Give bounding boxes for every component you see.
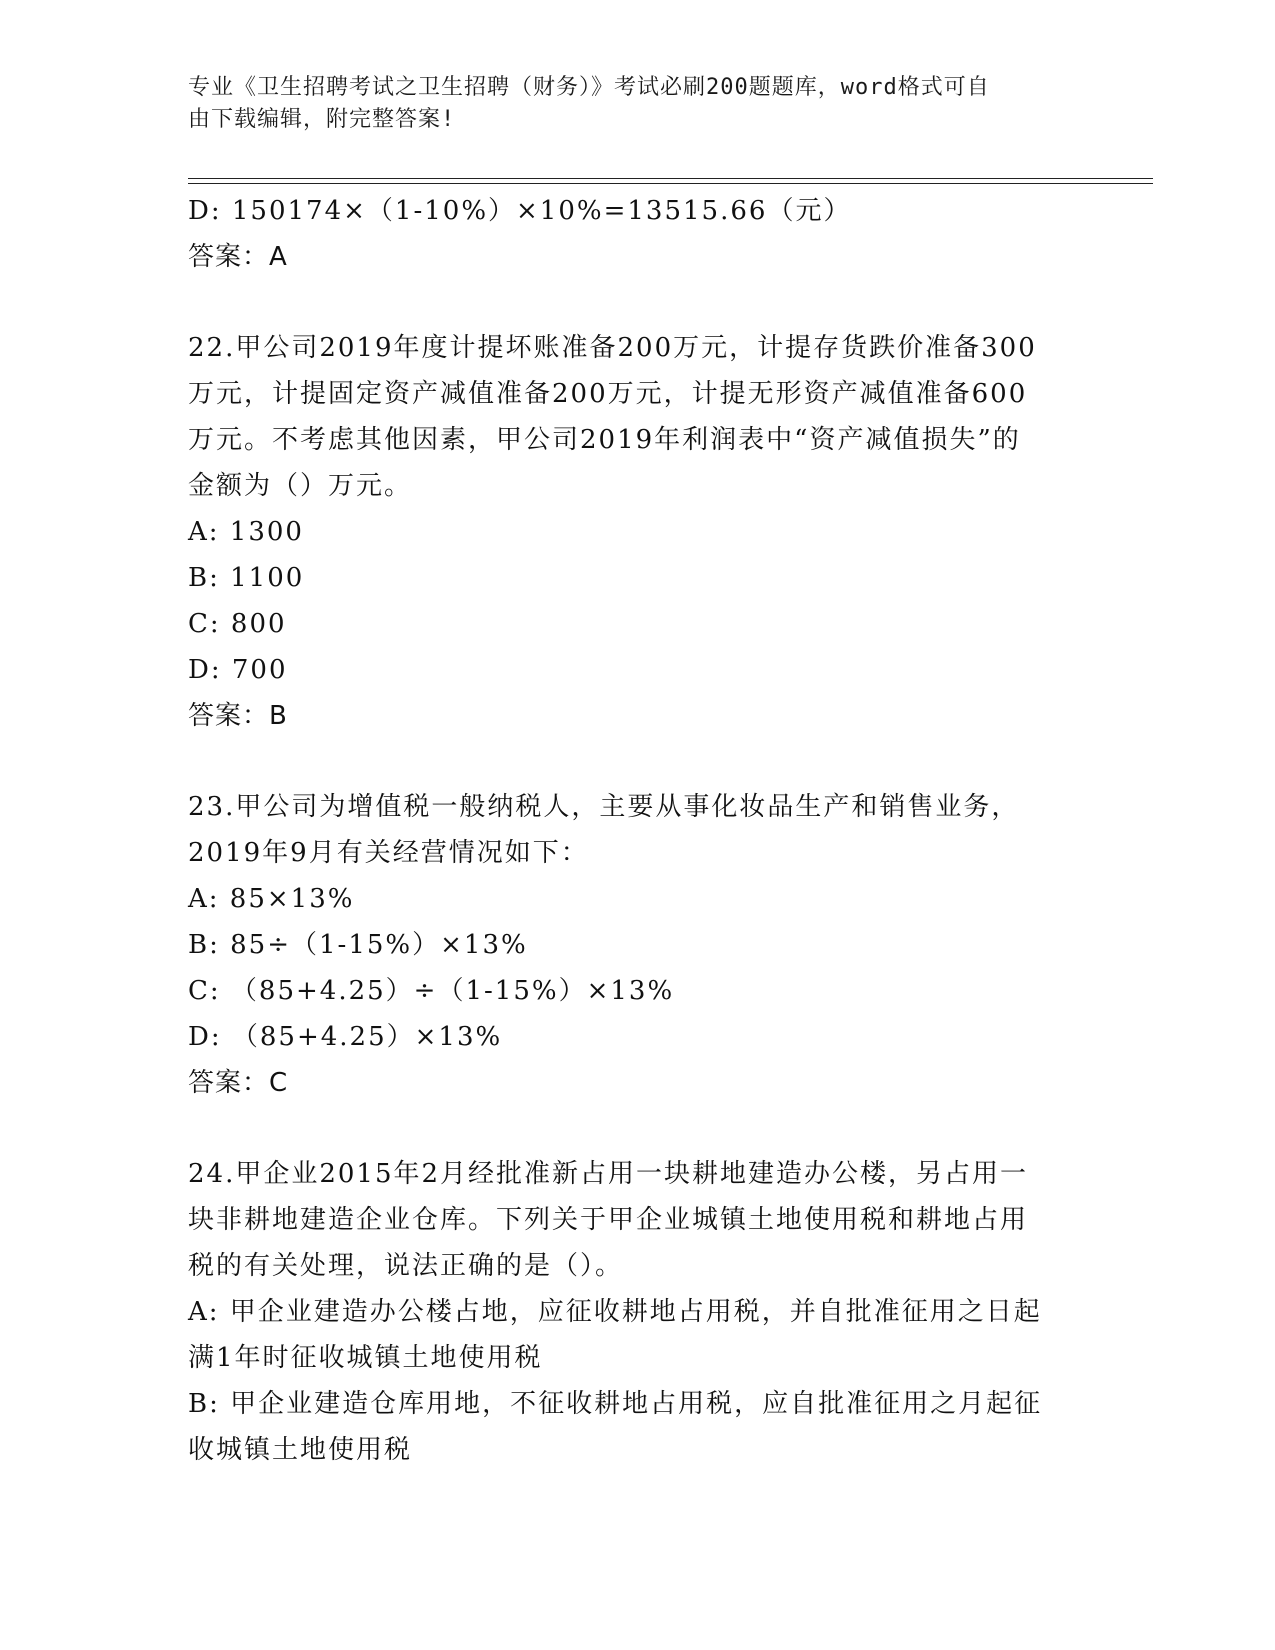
header-line-1: 专业《卫生招聘考试之卫生招聘（财务）》考试必刷200题题库，word格式可自: [188, 75, 990, 100]
question-text-line: 24.甲企业2015年2月经批准新占用一块耕地建造办公楼，另占用一: [188, 1159, 1029, 1189]
option-a: A: 甲企业建造办公楼占地，应征收耕地占用税，并自批准征用之日起: [188, 1297, 1042, 1327]
option-a: A: 85×13%: [188, 884, 355, 914]
answer: 答案：A: [188, 242, 288, 272]
spacer: [188, 1106, 1088, 1151]
question-text-line: 万元，计提固定资产减值准备200万元，计提无形资产减值准备600: [188, 379, 1028, 409]
header-line-2: 由下载编辑，附完整答案!: [188, 107, 456, 132]
question-24: [188, 1151, 1088, 1473]
option-a-continued: 满1年时征收城镇土地使用税: [188, 1343, 543, 1373]
question-text-line: 万元。不考虑其他因素，甲公司2019年利润表中“资产减值损失”的: [188, 425, 1021, 455]
document-body: [188, 188, 1088, 1473]
question-23: [188, 784, 1088, 1106]
option-a: A: 1300: [188, 517, 304, 547]
option-c: C: （85+4.25）÷（1-15%）×13%: [188, 976, 675, 1006]
option-d: D: 700: [188, 655, 288, 685]
option-b: B: 1100: [188, 563, 305, 593]
header-divider-bottom: [188, 183, 1153, 184]
option-b: B: 85÷（1-15%）×13%: [188, 930, 528, 960]
document-header: [188, 72, 1068, 136]
answer: 答案：C: [188, 1068, 289, 1098]
option-b: B: 甲企业建造仓库用地，不征收耕地占用税，应自批准征用之月起征: [188, 1389, 1043, 1419]
question-text-line: 2019年9月有关经营情况如下：: [188, 838, 589, 868]
spacer: [188, 739, 1088, 784]
option-c: C: 800: [188, 609, 287, 639]
option-b-continued: 收城镇土地使用税: [188, 1435, 413, 1465]
previous-question-tail: [188, 188, 1088, 280]
question-22: [188, 325, 1088, 739]
question-text-line: 23.甲公司为增值税一般纳税人，主要从事化妆品生产和销售业务，: [188, 792, 1020, 822]
question-text-line: 税的有关处理，说法正确的是（）。: [188, 1251, 624, 1281]
header-divider-top: [188, 178, 1153, 179]
option-d: D: 150174×（1-10%）×10%=13515.66（元）: [188, 196, 852, 226]
question-text-line: 22.甲公司2019年度计提坏账准备200万元，计提存货跌价准备300: [188, 333, 1037, 363]
question-text-line: 金额为（）万元。: [188, 471, 413, 501]
spacer: [188, 280, 1088, 325]
option-d: D: （85+4.25）×13%: [188, 1022, 503, 1052]
question-text-line: 块非耕地建造企业仓库。下列关于甲企业城镇土地使用税和耕地占用: [188, 1205, 1029, 1235]
answer: 答案：B: [188, 701, 288, 731]
